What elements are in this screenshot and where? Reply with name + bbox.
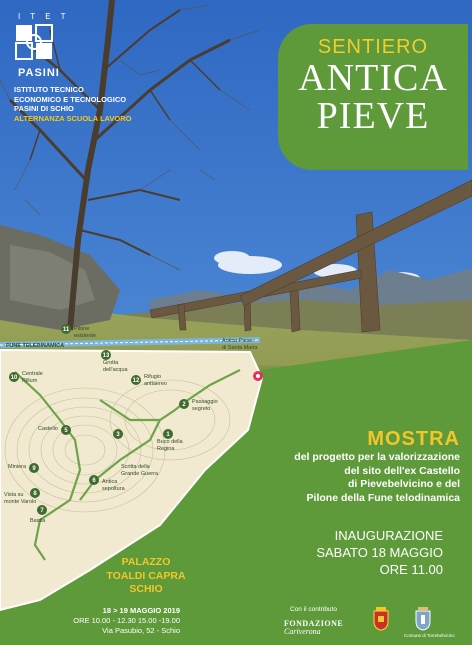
svg-text:5: 5 xyxy=(64,428,68,434)
dates-address: Via Pasubio, 52 - Schio xyxy=(102,626,180,635)
title-sentiero: SENTIERO xyxy=(317,36,429,58)
logo-program: ALTERNANZA SCUOLA LAVORO xyxy=(14,113,132,123)
svg-text:Castello: Castello xyxy=(38,426,58,432)
venue-line-3: SCHIO xyxy=(129,583,163,595)
svg-text:Rillum: Rillum xyxy=(22,378,38,384)
svg-text:dell'acqua: dell'acqua xyxy=(103,367,128,373)
school-logo xyxy=(14,12,164,123)
svg-text:di Santa Maria: di Santa Maria xyxy=(222,345,258,351)
exhibition-block xyxy=(272,428,460,505)
svg-text:Passaggio: Passaggio xyxy=(192,399,218,405)
svg-text:Scritta della: Scritta della xyxy=(121,464,150,470)
map-label-cable: FUNE TELEDINAMICA xyxy=(6,343,65,349)
svg-text:11: 11 xyxy=(62,327,70,333)
svg-text:13: 13 xyxy=(102,353,110,359)
venue-line-2: TOALDI CAPRA xyxy=(106,569,186,582)
dates-hours: ORE 10.00 - 12.30 15.00 -19.00 xyxy=(73,616,180,625)
svg-text:Regina: Regina xyxy=(157,446,175,452)
svg-text:3: 3 xyxy=(116,432,120,438)
svg-text:9: 9 xyxy=(32,466,36,472)
svg-text:segreto: segreto xyxy=(192,406,211,412)
title-antica: ANTICA xyxy=(298,57,448,99)
svg-text:Bastia: Bastia xyxy=(30,518,46,524)
fondazione-logo xyxy=(284,620,343,636)
sponsor-label: Con il contributo xyxy=(290,606,337,613)
venue-block xyxy=(106,556,186,597)
svg-text:12: 12 xyxy=(132,378,140,384)
logo-line-2: ECONOMICO E TECNOLOGICO xyxy=(14,94,127,104)
svg-text:monte Varolo: monte Varolo xyxy=(4,499,37,505)
exhibition-title: MOSTRA xyxy=(367,428,460,450)
fondazione-name: FONDAZIONE xyxy=(284,619,344,628)
svg-text:Grande Guerra: Grande Guerra xyxy=(121,471,158,477)
dates-block xyxy=(70,606,180,636)
svg-text:Miniera: Miniera xyxy=(8,464,27,470)
inauguration-block xyxy=(280,527,443,578)
svg-text:Grotta: Grotta xyxy=(103,360,119,366)
inauguration-time: ORE 11.00 xyxy=(379,562,443,577)
title-pieve: PIEVE xyxy=(316,95,430,137)
logo-pasini: PASINI xyxy=(18,67,60,79)
svg-text:Vista su: Vista su xyxy=(4,492,24,498)
svg-text:6: 6 xyxy=(92,478,96,484)
svg-text:Antica: Antica xyxy=(102,479,118,485)
inauguration-date: SABATO 18 MAGGIO xyxy=(316,545,443,560)
svg-text:sepoltura: sepoltura xyxy=(102,486,125,492)
exhibition-line-3: di Pievebelvicino e del xyxy=(347,478,460,490)
inauguration-label: INAUGURAZIONE xyxy=(334,528,443,543)
dates-range: 18 > 19 MAGGIO 2019 xyxy=(102,606,180,615)
fondazione-sub: Cariverona xyxy=(284,627,321,636)
title-badge xyxy=(278,24,468,170)
comune-label: Comune di Torrebelvicino xyxy=(404,633,455,638)
exhibition-line-2: del sito dell'ex Castello xyxy=(344,464,460,477)
exhibition-line-1: del progetto per la valorizzazione xyxy=(294,451,460,463)
svg-text:10: 10 xyxy=(10,375,18,381)
svg-text:Buco della: Buco della xyxy=(157,439,183,445)
pasini-logo-icon xyxy=(14,23,54,61)
svg-text:Rifugio: Rifugio xyxy=(144,374,162,380)
logo-line-3: PASINI DI SCHIO xyxy=(14,104,74,113)
svg-text:2: 2 xyxy=(182,402,186,408)
crest-icon xyxy=(372,607,390,631)
logo-itet: I T E T xyxy=(18,12,70,21)
venue-line-1: PALAZZO xyxy=(121,556,171,568)
logo-line-1: ISTITUTO TECNICO xyxy=(14,85,84,94)
svg-text:8: 8 xyxy=(33,491,37,497)
svg-text:1: 1 xyxy=(166,432,170,438)
map-label-pilone: Pilone xyxy=(74,326,90,332)
svg-text:antiaereo: antiaereo xyxy=(144,381,167,387)
comune-crest-icon xyxy=(414,607,432,631)
svg-text:esistente: esistente xyxy=(74,333,97,339)
exhibition-line-4: Pilone della Fune telodinamica xyxy=(306,491,460,504)
svg-text:Centrale: Centrale xyxy=(22,371,43,377)
svg-text:Antica Pieve: Antica Pieve xyxy=(222,338,253,344)
svg-text:7: 7 xyxy=(40,508,44,514)
